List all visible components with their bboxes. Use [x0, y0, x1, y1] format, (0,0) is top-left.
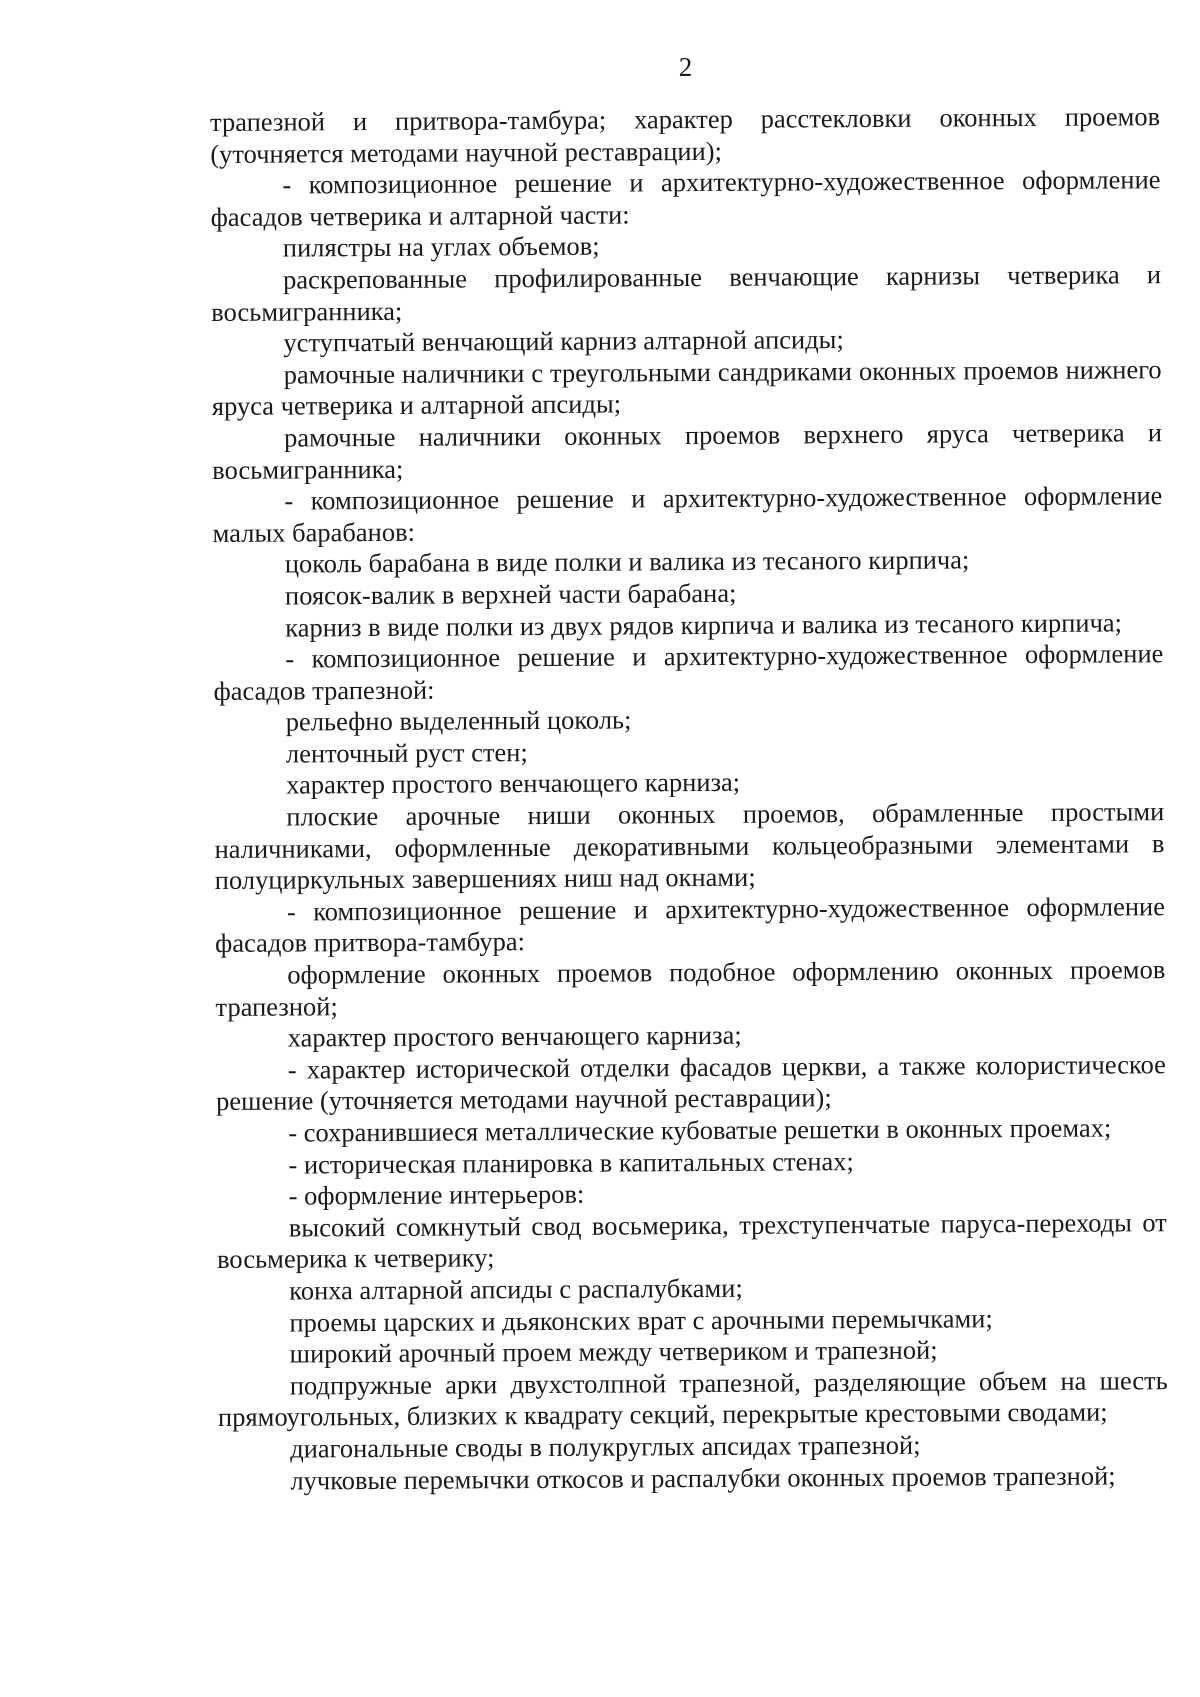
list-item: подпружные арки двухстолпной трапезной, разделяющие объем на шесть прямоугольных, близких к квадрату секций, перекрытые крестовыми сводами; [217, 1364, 1168, 1433]
list-item: конха алтарной апсиды с распалубками; [289, 1272, 743, 1306]
list-item-finishing: - характер исторической отделки фасадов церкви, а также колористическое решение (уточняется методами научной реставрации); [215, 1048, 1166, 1117]
list-item: проемы царских и дьяконских врат с арочными перемычками; [289, 1302, 993, 1338]
list-item-grilles: - сохранившиеся металлические кубоватые решетки в оконных проемах; [288, 1112, 1112, 1148]
list-item-facades-chetverik: - композиционное решение и архитектурно-художественное оформление фасадов четверика и алтарной части: [210, 164, 1161, 232]
list-item: характер простого венчающего карниза; [287, 1019, 742, 1053]
list-item: цоколь барабана в виде полки и валика из тесаного кирпича; [284, 544, 970, 579]
list-item: ленточный руст стен; [285, 736, 528, 769]
list-item: карниз в виде полки из двух рядов кирпича и валика из тесаного кирпича; [285, 606, 1123, 643]
list-item-refectory-facades: - композиционное решение и архитектурно-художественное оформление фасадов трапезной: [213, 638, 1164, 706]
list-item-small-drums: - композиционное решение и архитектурно-художественное оформление малых барабанов: [212, 480, 1163, 548]
page-number: 2 [678, 52, 693, 82]
list-item: уступчатый венчающий карниз алтарной апсиды; [283, 324, 844, 358]
list-item: пилястры на углах объемов; [282, 230, 600, 263]
list-item-interiors: - оформление интерьеров: [288, 1178, 585, 1211]
list-item: рельефно выделенный цоколь; [285, 704, 632, 737]
list-item: высокий сомкнутый свод восьмерика, трехступенчатые паруса-переходы от восьмерика к четверику; [216, 1206, 1167, 1275]
list-item: оформление оконных проемов подобное оформлению оконных проемов трапезной; [215, 954, 1166, 1022]
list-item-porch-facades: - композиционное решение и архитектурно-художественное оформление фасадов притвора-тамбура: [215, 891, 1165, 959]
list-item: характер простого венчающего карниза; [286, 767, 741, 801]
list-item: рамочные наличники оконных проемов верхнего яруса четверика и восьмигранника; [212, 417, 1163, 485]
list-item-layout: - историческая планировка в капитальных стенах; [288, 1145, 854, 1180]
list-item: лучковые перемычки откосов и распалубки оконных проемов трапезной; [290, 1460, 1116, 1496]
list-item: широкий арочный проем между четвериком и трапезной; [289, 1334, 938, 1369]
list-item: диагональные своды в полукруглых апсидах трапезной; [290, 1429, 921, 1464]
paragraph: трапезной и притвора-тамбура; характер расстекловки оконных проемов (уточняется методами научной реставрации); [210, 101, 1161, 169]
list-item: рамочные наличники с треугольными сандриками оконных проемов нижнего яруса четверика и алтарной апсиды; [211, 353, 1162, 422]
list-item: плоские арочные ниши оконных проемов, обрамленные простыми наличниками, оформленные декоративными кольцеобразными элементами в полуциркульных завершениях ниш над окнами; [214, 796, 1165, 896]
document-body [210, 101, 1168, 1497]
list-item: раскрепованные профилированные венчающие карнизы четверика и восьмигранника; [211, 259, 1162, 327]
list-item: поясок-валик в верхней части барабана; [284, 577, 737, 611]
